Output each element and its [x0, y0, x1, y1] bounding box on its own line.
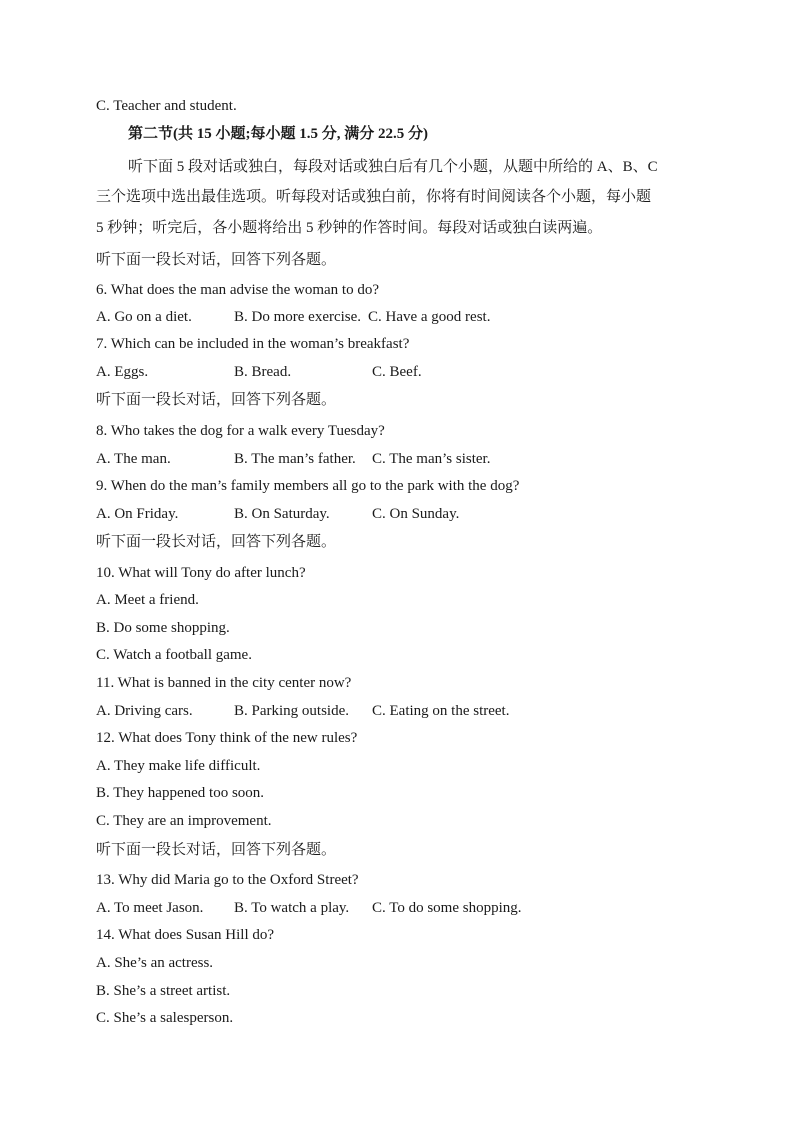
question-13-options	[96, 898, 656, 918]
option-a: A. To meet Jason.	[96, 900, 204, 916]
option-b: B. Parking outside.	[234, 703, 349, 719]
question-6: 6. What does the man advise the woman to do?	[96, 282, 379, 298]
question-12-option-c: C. They are an improvement.	[96, 813, 272, 829]
question-10: 10. What will Tony do after lunch?	[96, 565, 306, 581]
question-8: 8. Who takes the dog for a walk every Tuesday?	[96, 423, 385, 439]
question-10-option-c: C. Watch a football game.	[96, 647, 252, 663]
option-a: A. The man.	[96, 451, 171, 467]
dialog-prompt: 听下面一段长对话，回答下列各题。	[96, 252, 337, 268]
question-10-option-a: A. Meet a friend.	[96, 592, 199, 608]
question-11-options	[96, 701, 656, 721]
question-7: 7. Which can be included in the woman’s breakfast?	[96, 336, 410, 352]
option-c: C. Beef.	[372, 364, 422, 380]
section-instruction-line-1: 听下面 5 段对话或独白，每段对话或独白后有几个小题，从题中所给的 A、B、C	[128, 159, 658, 175]
question-12-option-b: B. They happened too soon.	[96, 785, 265, 801]
option-c: C. Eating on the street.	[372, 703, 510, 719]
option-c: C. The man’s sister.	[372, 451, 491, 467]
option-a: A. On Friday.	[96, 506, 179, 522]
option-b: B. To watch a play.	[234, 900, 350, 916]
question-14: 14. What does Susan Hill do?	[96, 927, 275, 943]
section-instruction-line-3: 5 秒钟；听完后，各小题将给出 5 秒钟的作答时间。每段对话或独白读两遍。	[96, 220, 603, 236]
option-b: B. Do more exercise.	[234, 309, 362, 325]
option-a: A. Go on a diet.	[96, 309, 192, 325]
question-10-option-b: B. Do some shopping.	[96, 620, 230, 636]
dialog-prompt: 听下面一段长对话，回答下列各题。	[96, 534, 337, 550]
question-12: 12. What does Tony think of the new rules?	[96, 730, 358, 746]
q5-option-c: C. Teacher and student.	[96, 98, 237, 114]
question-14-option-b: B. She’s a street artist.	[96, 983, 231, 999]
option-c: C. On Sunday.	[372, 506, 460, 522]
section-instruction-line-2: 三个选项中选出最佳选项。听每段对话或独白前，你将有时间阅读各个小题，每小题	[96, 189, 652, 205]
question-13: 13. Why did Maria go to the Oxford Street?	[96, 872, 359, 888]
question-11: 11. What is banned in the city center now?	[96, 675, 352, 691]
question-9-options	[96, 504, 656, 524]
option-b: B. Bread.	[234, 364, 292, 380]
section-heading: 第二节(共 15 小题;每小题 1.5 分, 满分 22.5 分)	[128, 126, 428, 142]
option-c: C. To do some shopping.	[372, 900, 522, 916]
option-a: A. Eggs.	[96, 364, 149, 380]
option-a: A. Driving cars.	[96, 703, 193, 719]
question-14-option-a: A. She’s an actress.	[96, 955, 214, 971]
dialog-prompt: 听下面一段长对话，回答下列各题。	[96, 842, 337, 858]
option-c: C. Have a good rest.	[368, 309, 491, 325]
dialog-prompt: 听下面一段长对话，回答下列各题。	[96, 392, 337, 408]
option-b: B. The man’s father.	[234, 451, 356, 467]
question-9: 9. When do the man’s family members all go to the park with the dog?	[96, 478, 520, 494]
question-14-option-c: C. She’s a salesperson.	[96, 1010, 234, 1026]
question-8-options	[96, 449, 656, 469]
question-7-options	[96, 362, 656, 382]
question-12-option-a: A. They make life difficult.	[96, 758, 261, 774]
question-6-options	[96, 307, 656, 327]
option-b: B. On Saturday.	[234, 506, 330, 522]
